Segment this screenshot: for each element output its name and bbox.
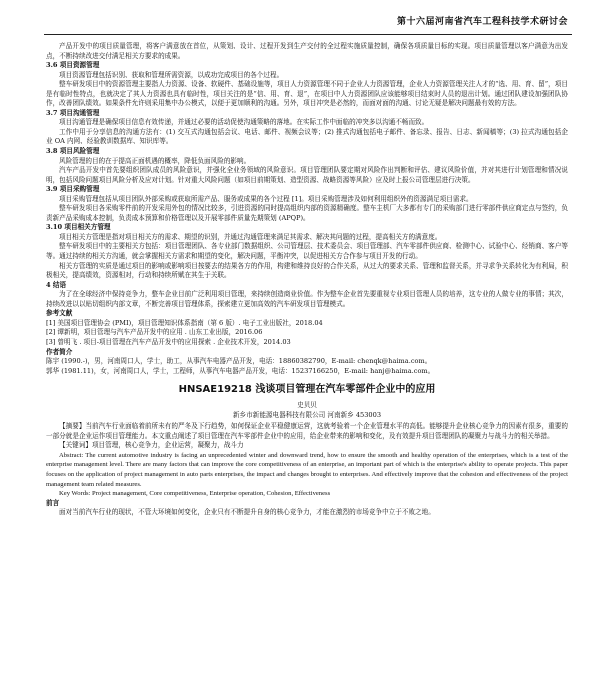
paragraph: 整车研发项目中的主要相关方包括：项目管理团队、各专业部门数据组织、公司管理层、技术委员会、项目管理部、汽车零部件供应商、检测中心、试验中心、经销商、客户等等。通过持续的相关方沟通，就会掌握相关方需求和期望的变化，解决问题，平衡冲突，以促进相关方合作参与项目开发的行动。 (46, 242, 568, 261)
reference-line: 郭华 (1981.11)，女，河南周口人，学士，工程师，从事汽车电器产品开发，电话：15237166250，E-mail: hanj@haima.com。 (46, 366, 435, 375)
paragraph: 工作中用于分享信息的沟通方法有：(1) 交互式沟通包括会议、电话、邮件、视频会议等；(2) 推式沟通包括电子邮件、备忘录、报告、日志、新闻稿等；(3) 拉式沟通包括企业 OA 内网、经验教训数据库、知识库等。 (46, 127, 568, 146)
paragraph: 相关方管理的实质是通过项目的影响或影响项目按要去的结果各方的作用，构建和维持良好的合作关系，从过大的要求关系、管理和监督关系，并寻求争关系转化为有利局，积极相关，提高绩效，资源相对，行动和持续所赋在其生于关联。 (46, 261, 568, 280)
paper-affiliation: 新乡市新能源电器科技有限公司 河南新乡 453003 (232, 410, 382, 419)
paragraph: 汽车产品开发中首先要组织团队成员的风险意识，并强化全业务领域的风险意识。项目管理团队要定期对风险作出判断和评估、建议风险价值，并对其进行计划管理和情况说明，包括风险问题项目风险分析及应对计划。针对重大风险问题（如项目前期策划、造型资源、战略资源等风险）应及时上报公司管理层进行决策。 (46, 166, 568, 184)
paragraph: 面对当前汽车行业的现状，不管大环境如何变化，企业只有不断提升自身的核心竞争力，才能在激烈的市场竞争中立于不败之地。 (59, 508, 435, 517)
reference-line: [2] 谭新明，项目管理与汽车产品开发中的应用 . 山东工业出版，2016.06 (46, 328, 263, 337)
reference-line: [1] 美国项目管理协会 (PMI)，项目管理知识体系指南（第 6 版）. 电子工业出版社，2018.04 (46, 318, 323, 327)
paper-title: HNSAE19218 浅谈项目管理在汽车零部件企业中的应用 (178, 384, 436, 396)
section-heading: 3.8 项目风险管理 (46, 147, 100, 156)
paragraph: 整车研发项目中的资源管理主要指人力资源、设备、软硬件、基础设施等，项目人力资源管理不同于企业人力资源管理，企业人力资源管理关注人才的“选、用、育、留”，项目是有临时性特点，也就决定了其人力资源也具有临时性，项目关注的是“信、用、育、退”，在项目中人力资源团队应该能够项目结束时人员的退出计划。通过团队建设加强团队协作，改善团队绩效。如果条件允许则采用集中办公模式，以便于更加顺利的沟通。另外，项目冲突是必然的，而面对面的沟通、讨论无疑是解决问题最有效的方法。 (46, 80, 568, 108)
reference-line: [3] 曾明飞 . 项目-项目管理在汽车产品开发中的应用探索 . 企业技术开发，2014.03 (46, 337, 291, 346)
section-heading: 3.9 项目采购管理 (46, 185, 100, 194)
section-heading: 前言 (46, 498, 60, 507)
section-heading: 3.7 项目沟通管理 (46, 108, 100, 117)
paragraph: 【关键词】项目管理，核心竞争力，企业运营，凝聚力，战斗力 (59, 441, 244, 450)
paragraph: 项目相关方管理是指对项目相关方的需求、期望的识别，并通过沟通管理来满足其需求、解决其问题的过程，提高相关方的满意度。 (59, 232, 442, 241)
section-heading: 4 结语 (46, 280, 67, 289)
paragraph: 项目采购管理包括从项目团队外部采购或获取所需产品、服务或成果的各个过程 [1]。项目采购管理涉及如何利用组织外的资源满足项目需求。 (59, 194, 473, 203)
paragraph: 整车研发项目各采购零件前的开发采用外包的情况比较多，引进资源的同时提高组织内部的资源精确度。整车主机厂大多都有专门的采购部门进行零部件供应商定点与签约，负责新产品采购成本控制，负责成本预算和价格管理以及开展零部件质量先期策划 (APQP)。 (46, 204, 568, 222)
paragraph: Key Words: Project management, Core competitiveness, Enterprise operation, Cohesion, Effectiveness (59, 490, 331, 498)
page-body (46, 42, 568, 672)
header-rule (44, 34, 572, 35)
section-heading: 3.10 项目相关方管理 (46, 223, 111, 232)
new-article-section (46, 422, 568, 517)
section-heading: 3.6 项目资源管理 (46, 61, 100, 70)
reference-line: 陈宇 (1990.-)，男，河南周口人，学士，助工，从事汽车电器产品开发，电话：18860382790，E-mail: chenqk@haima.com。 (46, 357, 432, 366)
paragraph: 项目资源管理包括识别、获取和管理所需资源，以成功完成项目的各个过程。 (59, 70, 284, 79)
paragraph: 项目沟通管理是确保项目信息有效传递，并通过必要的活动促使沟通策略的落地。在实际工作中面临的冲突多以沟通不畅而致。 (59, 118, 429, 127)
paragraph: 风险管理的目的在于提高正面机遇的概率，降低负面风险的影响。 (59, 156, 251, 165)
section-heading: 参考文献 (46, 309, 73, 318)
previous-article-section (46, 42, 568, 376)
section-heading: 作者简介 (46, 347, 73, 356)
paragraph: Abstract: The current automotive industry is facing an unprecedented winter and downward trend, how to ensure the smooth and healthy operation of the enterprises, which is a test of the enterprise management level. There are many factors that can improve the core competitiveness of an enterprise, an important part of which is the enterprise's ability to operate projects. This paper focuses on the application of project management in auto parts enterprises, the impact and changes brought to enterprises. And effectively improve that the cohesion and effectiveness of the project management team related measures. (46, 451, 568, 488)
paper-author: 史贝贝 (297, 401, 317, 410)
paragraph: 产品开发中的项目质量管理，将客户满意放在首位，从策划、设计、过程开发到生产交付的全过程实施质量控制，确保各项质量目标的实现。项目质量管理以客户满意为出发点，不断持续改进交付满足相关方要求的成果。 (46, 42, 568, 60)
paragraph: 【摘要】当前汽车行业面临着前所未有的严冬及下行趋势，如何保证企业平稳健康运营，这就考验着一个企业管理水平的高低。能够提升企业核心竞争力的因素有很多，重要的一部分就是企业运作项目管理能力。本文重点阐述了项目管理在汽车零部件企业中的应用，给企业带来的影响和变化，及有效提升项目管理团队的凝聚力与战斗力的相关举措。 (46, 422, 568, 440)
paragraph: 为了在全球经济中保持竞争力，整车企业目前广泛利用项目管理，来持续创造商业价值。作为整车企业首先要重视专业项目管理人员的培养，这专业的人做专业的事情；其次，持续改进以以贴切组织内部文章，不断完善项目管理体系，探索建立更加高效的汽车研发项目管理模式。 (46, 290, 568, 308)
running-header: 第十六届河南省汽车工程科技学术研讨会 (396, 17, 568, 27)
